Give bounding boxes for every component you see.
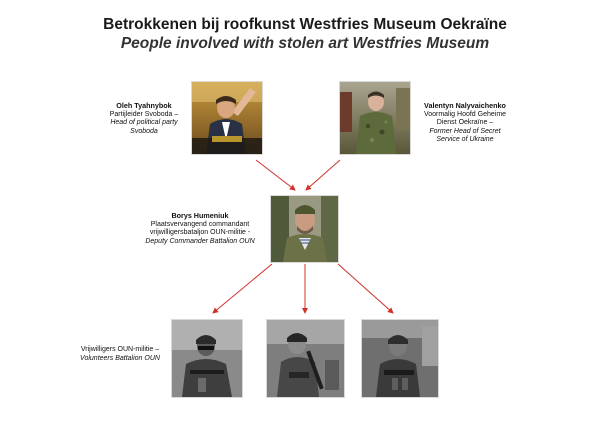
label-humeniuk <box>126 212 274 246</box>
photo-humeniuk <box>271 196 338 262</box>
person-role-nl: Partijleider Svoboda – <box>109 110 179 118</box>
label-nalyvaichenko <box>412 102 518 145</box>
person-name: Oleh Tyahnybok <box>116 101 172 110</box>
arrow-humeniuk-to-volunteer-1 <box>213 264 272 313</box>
photo-nalyvaichenko <box>340 82 410 154</box>
person-name: Valentyn Nalyvaichenko <box>424 101 506 110</box>
volunteers-role-nl: Vrijwilligers OUN-militie – <box>80 346 160 353</box>
photo-tyahnybok <box>192 82 262 154</box>
person-name: Borys Humeniuk <box>171 211 229 220</box>
label-volunteers <box>70 346 170 363</box>
diagram-title: Betrokkenen bij roofkunst Westfries Museum Oekraïne <box>103 16 507 33</box>
person-role-nl: Voormalig Hoofd Geheime <box>423 110 507 118</box>
person-role-en: Head of political party <box>110 119 178 127</box>
person-role-nl-cont: vrijwilligersbataljon OUN-militie - <box>149 229 251 237</box>
label-tyahnybok <box>96 102 192 136</box>
person-role-nl: Plaatsvervangend commandant <box>150 220 250 228</box>
person-role-en-cont: Service of Ukraine <box>436 136 494 144</box>
person-role-nl-cont: Dienst Oekraïne – <box>436 119 494 127</box>
arrow-tyahnybok-to-humeniuk <box>256 160 295 190</box>
diagram-subtitle: People involved with stolen art Westfries Museum <box>120 35 490 52</box>
volunteers-role-en: Volunteers Battalion OUN <box>80 354 160 362</box>
arrow-nalyvaichenko-to-humeniuk <box>306 160 340 190</box>
photo-volunteer-2 <box>267 320 344 397</box>
person-role-en-cont: Svoboda <box>130 127 158 135</box>
photo-volunteer-1 <box>172 320 242 397</box>
person-role-en: Former Head of Secret <box>429 127 501 135</box>
arrow-humeniuk-to-volunteer-3 <box>338 264 393 313</box>
photo-volunteer-3 <box>362 320 438 397</box>
person-role-en: Deputy Commander Battalion OUN <box>145 237 255 245</box>
